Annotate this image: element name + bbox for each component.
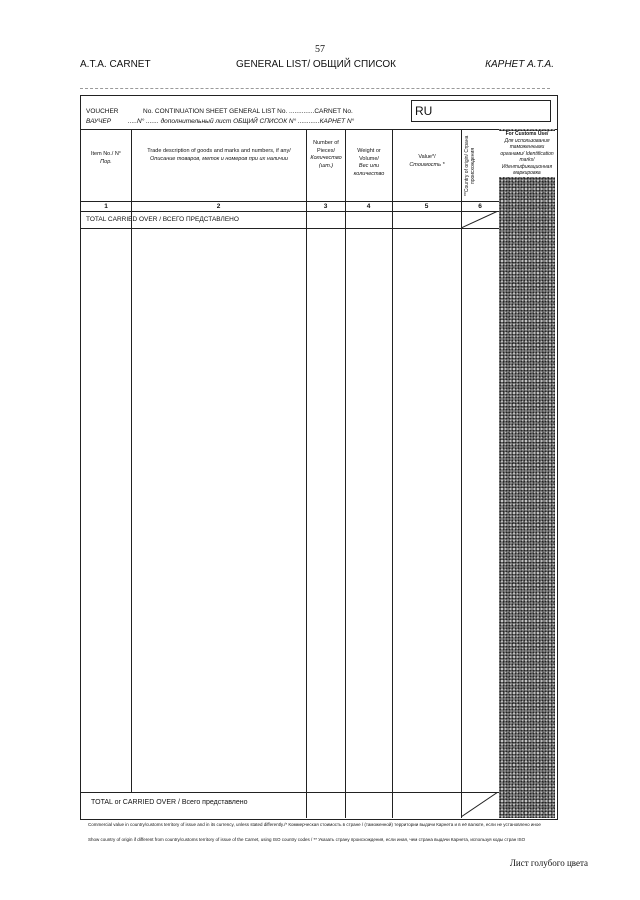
col-number-2: 2: [216, 203, 221, 210]
col-country-origin-header: **Country of origin/ Страна происхождения: [464, 135, 476, 197]
header-right-title: КАРНЕТ А.Т.А.: [485, 59, 554, 70]
dotted-separator: [80, 88, 550, 89]
header-bottom-rule: [81, 201, 499, 202]
page-number: 57: [315, 44, 325, 55]
column-number-rule: [81, 211, 499, 212]
continuation-sheet-line-en: No. CONTINUATION SHEET GENERAL LIST No. ..............CARNET No.: [143, 108, 353, 115]
total-carried-over-label: TOTAL CARRIED OVER / ВСЕГО ПРЕДСТАВЛЕНО: [86, 216, 239, 223]
voucher-label-ru: ВАУЧЕР: [86, 118, 112, 125]
col-weight-header: Weight or Volume/ Вес или количество: [353, 148, 385, 177]
col-item-no-header: Item No./ N° Пор.: [90, 151, 121, 165]
col-number-4: 4: [366, 203, 371, 210]
header-left-title: A.T.A. CARNET: [80, 59, 151, 70]
col-description-header: Trade description of goods and marks and numbers, if any/ Описание товаров, меток и номеров при их наличии: [147, 148, 291, 162]
col-divider-5: [461, 129, 462, 818]
col-number-5: 5: [424, 203, 429, 210]
carnet-number-field[interactable]: RU: [411, 100, 551, 122]
header-center-title: GENERAL LIST/ ОБЩИЙ СПИСОК: [236, 59, 396, 70]
col-value-header: Value*/ Стоимость *: [409, 154, 445, 168]
col-number-1: 1: [104, 203, 108, 210]
col-divider-3: [345, 129, 346, 818]
sheet-color-note: Лист голубого цвета: [509, 858, 588, 868]
col-divider-1: [131, 129, 132, 792]
diagonal-slash-bottom: [461, 792, 499, 818]
bottom-total-rule: [81, 792, 499, 793]
voucher-label-en: VOUCHER: [86, 108, 119, 115]
total-carried-rule: [81, 228, 499, 229]
general-list-form: [80, 95, 558, 820]
col-number-6: 6: [478, 203, 482, 210]
total-or-carried-over-label: TOTAL or CARRIED OVER / Всего представлено: [91, 799, 248, 806]
col-divider-4: [392, 129, 393, 818]
continuation-sheet-line-ru: .....N° ....... дополнительный лист ОБЩИЙ СПИСОК N° ............КАРНЕТ N°: [128, 118, 355, 125]
footnote-country-origin: Show country of origin if different from country/customs territory of issue of the Carnet, using ISO country codes / ** Указать страну происхождения, если иная, чем страна выдачи Карнета, используя коды стран ISO: [88, 837, 526, 842]
footnote-value: Commercial value in country/customs territory of issue and in its currency, unless stated differently./* Коммерческая стоимость в стране / (таможенной) территории выдачи Карнета и в её валюте, если не установлено иное: [88, 822, 541, 827]
col-divider-2: [306, 129, 307, 818]
col-number-3: 3: [323, 203, 328, 210]
customs-use-shaded-column: [499, 129, 555, 818]
customs-use-header: For Customs Use/ Для использования таможенными органами/ Identification marks/ Идентификационная маркировка: [500, 131, 554, 176]
col-pieces-header: Number of Pieces/ Количество (шт.): [310, 140, 342, 169]
diagonal-slash-top: [461, 211, 499, 229]
